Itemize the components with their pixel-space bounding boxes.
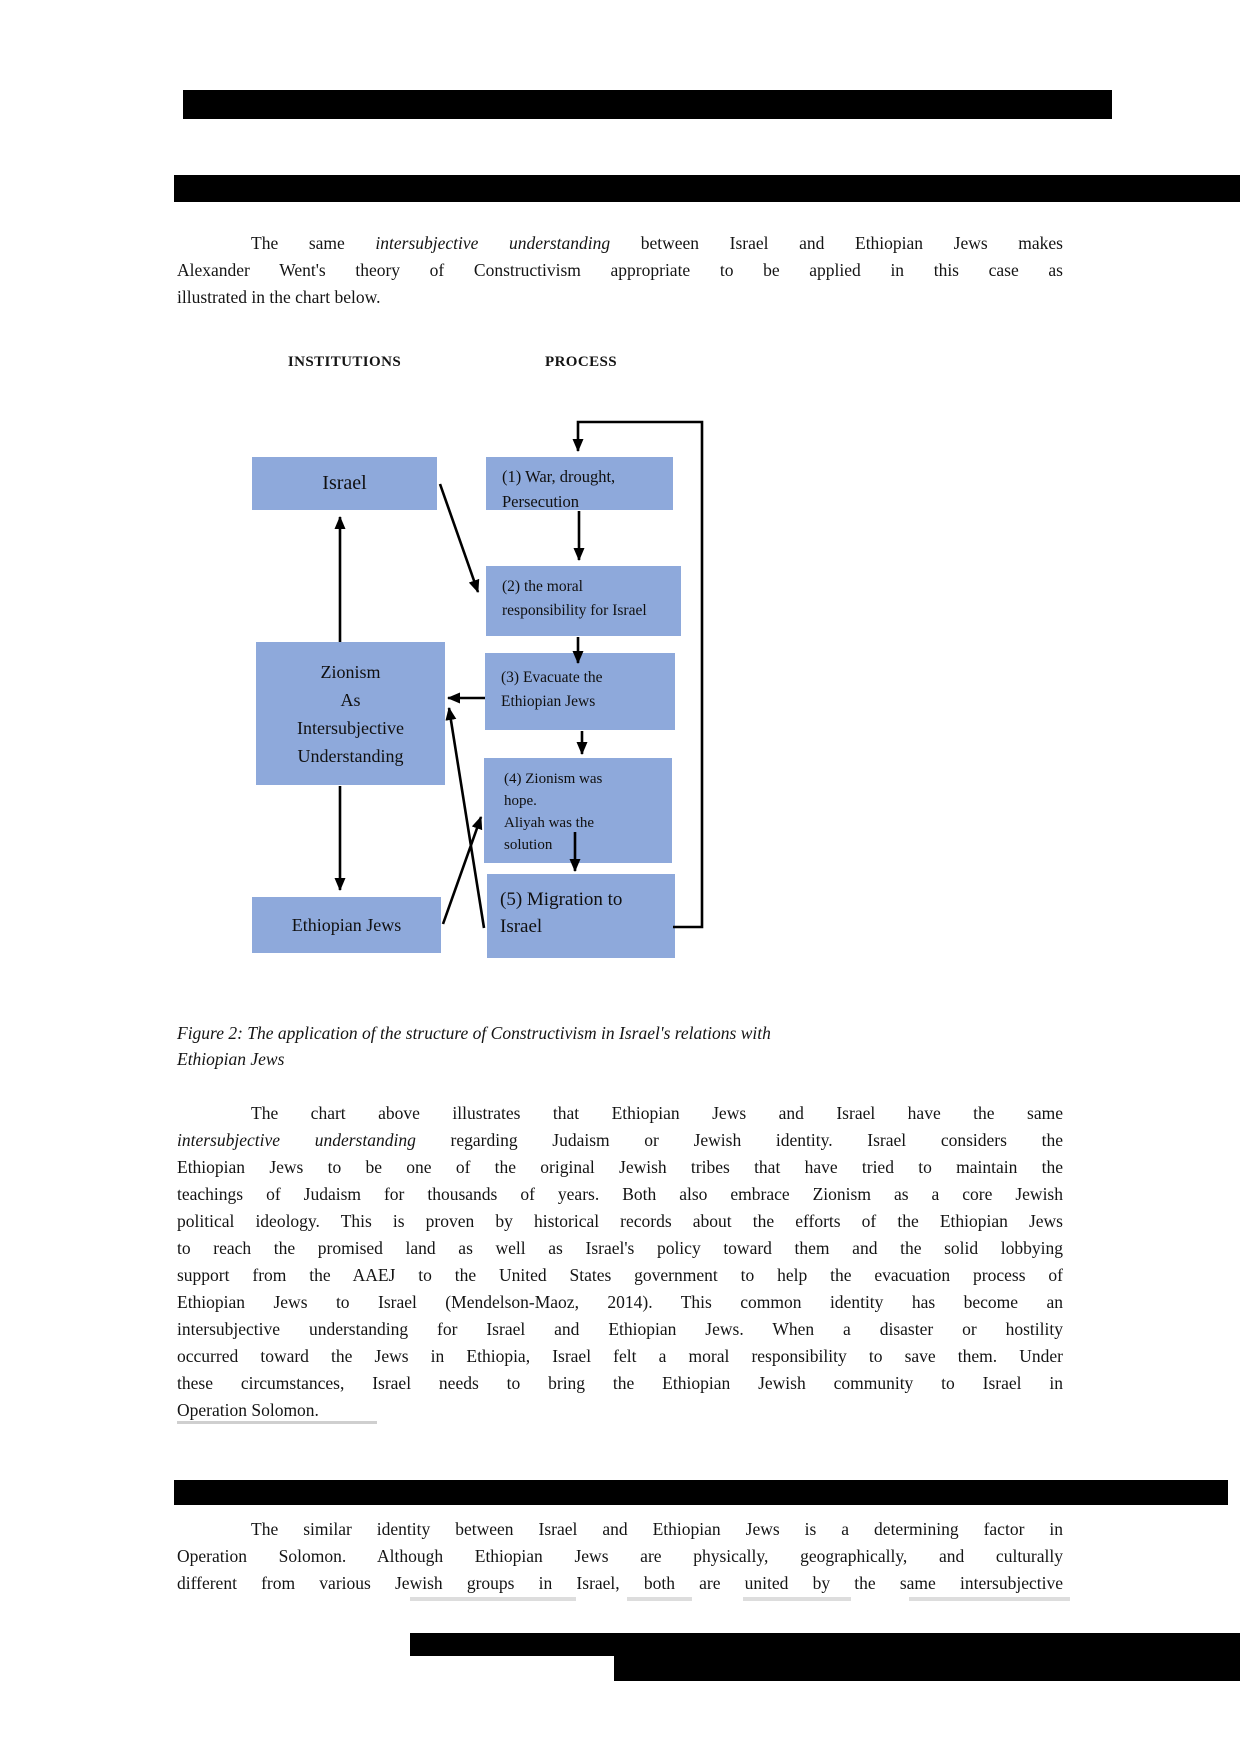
arrow-ethiopian-to-zionism [449,708,484,928]
text-line: Ethiopian Jews [177,1049,285,1069]
text-line: (5) Migration to [500,889,623,910]
underline-artifact [177,1421,377,1424]
process-box-4 [484,758,672,863]
text-line: The chart above illustrates that Ethiopian Jews and Israel have the same [251,1103,1063,1123]
text-line: illustrated in the chart below. [177,287,381,307]
closing-paragraph [177,1516,1063,1597]
text-line: responsibility for Israel [502,602,647,619]
text-line: support from the AAEJ to the United States government to help the evacuation process of [177,1265,1063,1285]
text-line: (1) War, drought, [502,467,616,486]
text-line: (4) Zionism was [504,771,603,787]
redaction-bar-section [174,1480,1228,1505]
text-line: Alexander Went's theory of Constructivism appropriate to be applied in this case as [177,260,1063,280]
text-line: hope. [504,793,537,809]
text-line: Operation Solomon. [177,1400,319,1420]
text-segment: The same [251,233,376,253]
text-line: Ethiopian Jews to Israel (Mendelson-Maoz, 2014). This common identity has become an [177,1292,1063,1312]
underline-artifact [743,1597,851,1601]
text-line: intersubjective understanding for Israel and Ethiopian Jews. When a disaster or hostility [177,1319,1063,1339]
zionism-box-line4: Understanding [297,745,404,766]
text-line: (2) the moral [502,578,583,595]
italic-text-segment: intersubjective understanding [375,233,611,253]
institutions-header: INSTITUTIONS [287,354,402,370]
text-segment: regarding Judaism or Jewish identity. Israel considers the [415,1130,1063,1150]
text-line: Persecution [502,492,579,511]
text-segment: between Israel and Ethiopian Jews makes [610,233,1063,253]
text-line: Ethiopian Jews to be one of the original Jewish tribes that have tried to maintain the [177,1157,1063,1177]
text-line: Aliyah was the [504,815,594,831]
text-line: Ethiopian Jews [501,693,596,710]
text-line: Figure 2: The application of the structure of Constructivism in Israel's relations with [177,1023,771,1043]
ethiopian-jews-box-label: Ethiopian Jews [291,914,402,935]
zionism-box-line2: As [340,689,361,710]
text-line: Operation Solomon. Although Ethiopian Jews are physically, geographically, and culturally [177,1546,1063,1566]
text-line: teachings of Judaism for thousands of years. Both also embrace Zionism as a core Jewish [177,1184,1063,1204]
redaction-bar-bottom-2 [614,1656,1240,1681]
process-header: PROCESS [545,354,617,370]
process-box-5 [487,874,675,958]
redaction-bar-bottom-1 [410,1633,1240,1656]
underline-artifact [410,1597,576,1601]
process-box-3 [485,653,675,730]
process-box-2 [486,566,681,636]
arrow-israel-to-p2 [440,484,478,592]
israel-box-label: Israel [322,472,367,494]
body-paragraph [177,1100,1063,1424]
text-line: solution [504,837,553,853]
zionism-box-line1: Zionism [320,661,381,682]
text-line: to reach the promised land as well as Israel's policy toward them and the solid lobbying [177,1238,1063,1258]
figure-caption [177,1020,1063,1072]
arrow-ethiopian-to-p4 [443,817,481,924]
text-line: Israel [500,916,543,937]
text-line: different from various Jewish groups in Israel, both are united by the same intersubjective [177,1573,1063,1593]
zionism-box-line3: Intersubjective [297,717,404,738]
text-line [177,1127,1063,1154]
text-line: (3) Evacuate the [501,669,603,686]
text-line: The similar identity between Israel and Ethiopian Jews is a determining factor in [251,1519,1063,1539]
israel-box [252,457,437,510]
italic-text-segment: intersubjective understanding [177,1130,416,1150]
text-line: occurred toward the Jews in Ethiopia, Israel felt a moral responsibility to save them. Under [177,1346,1063,1366]
underline-artifact [627,1597,692,1601]
text-line: political ideology. This is proven by historical records about the efforts of the Ethiopian Jews [177,1211,1063,1231]
text-line: these circumstances, Israel needs to bring the Ethiopian Jewish community to Israel in [177,1373,1063,1393]
ethiopian-jews-box [252,897,441,953]
process-box-1 [486,457,673,510]
zionism-box [256,642,445,785]
underline-artifact [909,1597,1070,1601]
